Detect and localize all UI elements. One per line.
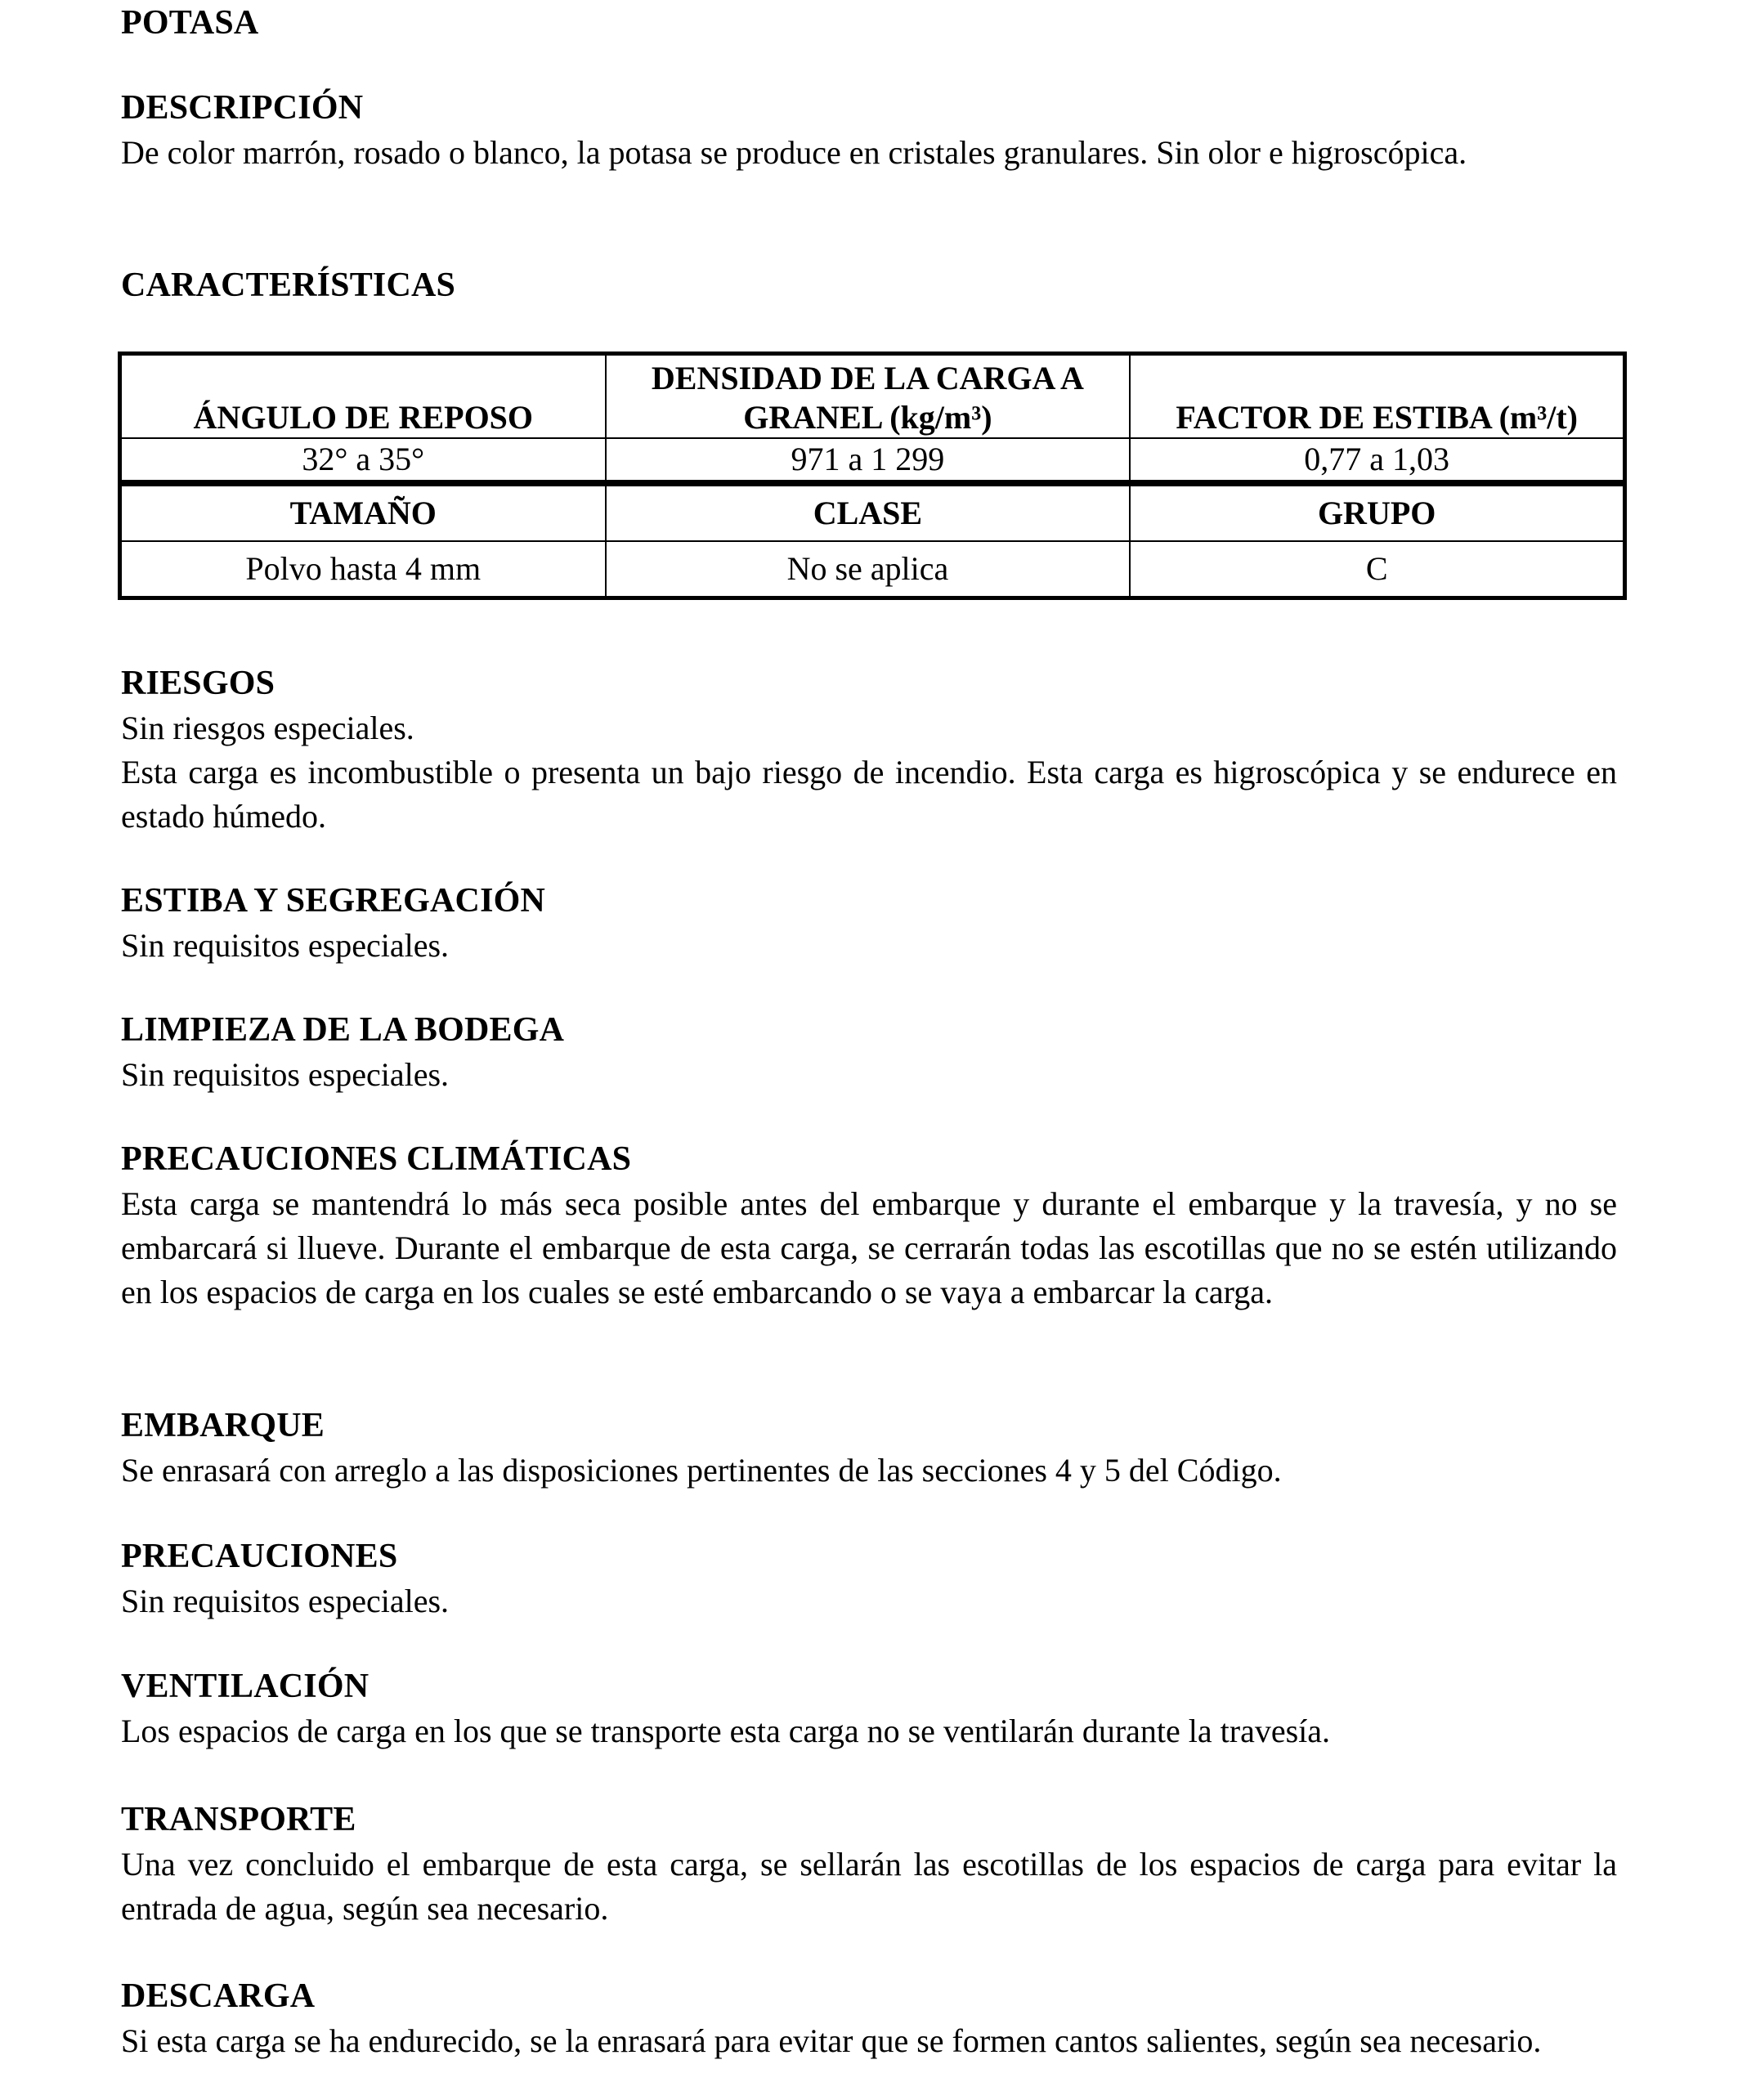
section-heading: ESTIBA Y SEGREGACIÓN xyxy=(121,882,546,920)
document-title: POTASA xyxy=(121,4,259,42)
table-header-row xyxy=(120,354,1625,439)
section-riesgos xyxy=(121,660,1617,839)
section-heading: PRECAUCIONES xyxy=(121,1538,398,1575)
table-cell: 32° a 35° xyxy=(120,438,606,483)
table-cell: No se aplica xyxy=(606,541,1131,598)
section-ventilacion xyxy=(121,1663,1617,1753)
section-text: De color marrón, rosado o blanco, la potasa se produce en cristales granulares. Sin olor e higroscópica. xyxy=(121,134,1467,171)
section-text: Los espacios de carga en los que se transporte esta carga no se ventilarán durante la travesía. xyxy=(121,1713,1331,1749)
table-header-cell: DENSIDAD DE LA CARGA A GRANEL (kg/m³) xyxy=(606,354,1131,439)
section-text: Sin requisitos especiales. xyxy=(121,1056,450,1093)
section-estiba xyxy=(121,878,1617,968)
section-heading: LIMPIEZA DE LA BODEGA xyxy=(121,1011,565,1049)
table-cell: 971 a 1 299 xyxy=(606,438,1131,483)
section-text: Sin requisitos especiales. xyxy=(121,927,450,964)
section-climaticas xyxy=(121,1136,1617,1314)
section-heading: CARACTERÍSTICAS xyxy=(121,266,456,304)
section-limpieza xyxy=(121,1007,1617,1097)
document-title-block xyxy=(121,0,1617,46)
table-cell: 0,77 a 1,03 xyxy=(1130,438,1624,483)
section-text: Esta carga se mantendrá lo más seca posible antes del embarque y durante el embarque y la travesía, y no se embarcará si llueve. Durante el embarque de esta carga, se cerrarán todas las escotillas que no se estén utilizando en los espacios de carga en los cuales se esté embarcando o se vaya a embarcar la carga. xyxy=(121,1185,1617,1310)
table-cell: C xyxy=(1130,541,1624,598)
section-descripcion xyxy=(121,85,1617,175)
section-transporte xyxy=(121,1797,1617,1931)
section-heading: DESCARGA xyxy=(121,1977,316,2015)
section-heading: VENTILACIÓN xyxy=(121,1668,370,1705)
characteristics-table xyxy=(118,351,1627,600)
section-heading: DESCRIPCIÓN xyxy=(121,89,364,127)
section-text: Si esta carga se ha endurecido, se la enrasará para evitar que se formen cantos salientes, según sea necesario. xyxy=(121,2022,1542,2059)
table-header-cell: ÁNGULO DE REPOSO xyxy=(120,354,606,439)
table-header-row xyxy=(120,483,1625,541)
section-heading: TRANSPORTE xyxy=(121,1801,356,1838)
table-header-cell: GRUPO xyxy=(1130,483,1624,541)
table-header-cell: CLASE xyxy=(606,483,1131,541)
section-embarque xyxy=(121,1403,1617,1493)
section-text: Una vez concluido el embarque de esta carga, se sellarán las escotillas de los espacios de carga para evitar la entrada de agua, según sea necesario. xyxy=(121,1846,1617,1927)
section-heading: RIESGOS xyxy=(121,665,275,702)
section-heading: EMBARQUE xyxy=(121,1407,325,1444)
table-cell: Polvo hasta 4 mm xyxy=(120,541,606,598)
section-text: Esta carga es incombustible o presenta un bajo riesgo de incendio. Esta carga es higroscópica y se endurece en estado húmedo. xyxy=(121,754,1617,835)
table-header-cell: TAMAÑO xyxy=(120,483,606,541)
table-row xyxy=(120,541,1625,598)
section-heading: PRECAUCIONES CLIMÁTICAS xyxy=(121,1140,632,1178)
section-text: Sin requisitos especiales. xyxy=(121,1583,450,1619)
table-row xyxy=(120,438,1625,483)
section-precauciones xyxy=(121,1534,1617,1623)
section-caracteristicas xyxy=(121,262,1617,308)
section-text: Se enrasará con arreglo a las disposiciones pertinentes de las secciones 4 y 5 del Código. xyxy=(121,1452,1282,1489)
section-text: Sin riesgos especiales. xyxy=(121,710,414,746)
table-header-cell: FACTOR DE ESTIBA (m³/t) xyxy=(1130,354,1624,439)
section-descarga xyxy=(121,1973,1617,2063)
